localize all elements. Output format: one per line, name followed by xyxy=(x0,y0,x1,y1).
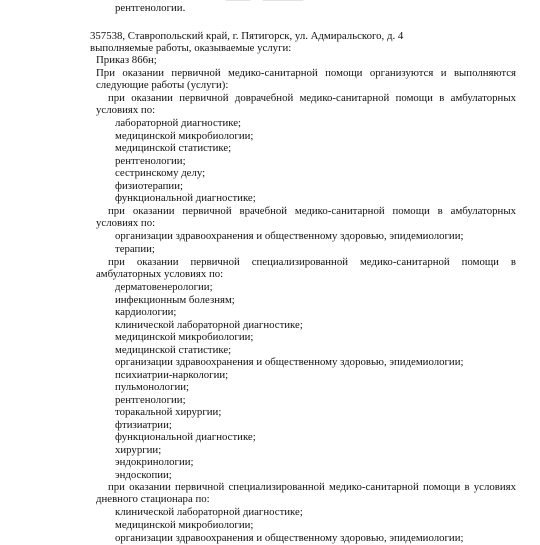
list-item: медицинской микробиологии; xyxy=(115,331,254,343)
list-item: инфекционным болезням; xyxy=(115,293,235,306)
list-item: медицинской статистике; xyxy=(115,142,232,154)
list-item: хирургии; xyxy=(115,443,162,456)
list-item: медицинской статистике; xyxy=(115,343,232,356)
list-item: фтизиатрии; xyxy=(115,418,172,431)
list-item: клинической лабораторной диагностике; xyxy=(115,506,303,518)
list-item: рентгенологии; xyxy=(115,393,186,406)
list-item: физиотерапии; xyxy=(115,179,183,192)
list-item: клинической лабораторной диагностике; xyxy=(115,318,303,331)
section-1-heading-line-2: условиях по: xyxy=(96,104,156,116)
cut-off-text-fragment xyxy=(262,0,304,1)
list-item: организации здравоохранения и общественному здоровью, эпидемиологии; xyxy=(115,230,464,242)
list-item: организации здравоохранения и общественному здоровью, эпидемиологии; xyxy=(115,532,464,544)
pmsp-intro-line-2: следующие работы (услуги): xyxy=(96,79,229,91)
list-item: пульмонологии; xyxy=(115,381,190,393)
list-item: дерматовенерологии; xyxy=(115,281,213,293)
top-item: рентгенологии. xyxy=(115,2,186,14)
list-item: рентгенологии; xyxy=(115,154,186,167)
list-item: торакальной хирургии; xyxy=(115,406,222,418)
works-intro: выполняемые работы, оказываемые услуги: xyxy=(90,42,292,54)
section-2-heading-line-1: при оказании первичной врачебной медико-санитарной помощи в амбулаторных xyxy=(108,205,516,217)
list-item: функциональной диагностике; xyxy=(115,431,256,443)
list-item: кардиологии; xyxy=(115,306,177,318)
list-item: эндоскопии; xyxy=(115,468,172,481)
list-item: функциональной диагностике; xyxy=(115,192,256,204)
section-4-heading-line-2: дневного стационара по: xyxy=(96,493,210,505)
section-3-heading-line-1: при оказании первичной специализированной медико-санитарной помощи в xyxy=(108,256,516,268)
list-item: лабораторной диагностике; xyxy=(115,117,242,129)
list-item: медицинской микробиологии; xyxy=(115,129,254,142)
order-ref: Приказ 866н; xyxy=(96,54,157,66)
section-1-heading-line-1: при оказании первичной доврачебной медико-санитарной помощи в амбулаторных xyxy=(108,92,516,104)
section-4-heading-line-1: при оказании первичной специализированной медико-санитарной помощи в условиях xyxy=(108,481,516,493)
section-2-heading-line-2: условиях по: xyxy=(96,217,156,229)
list-item: организации здравоохранения и общественному здоровью, эпидемиологии; xyxy=(115,356,464,368)
pmsp-intro-line-1: При оказании первичной медико-санитарной помощи организуются и выполняются xyxy=(96,67,516,79)
address: 357538, Ставропольский край, г. Пятигорск, ул. Адмиральского, д. 4 xyxy=(90,30,404,42)
list-item: психиатрии-наркологии; xyxy=(115,368,229,381)
section-3-heading-line-2: амбулаторных условиях по: xyxy=(96,268,224,280)
list-item: терапии; xyxy=(115,242,155,255)
list-item: медицинской микробиологии; xyxy=(115,519,254,531)
cut-off-text-fragment xyxy=(225,0,251,1)
list-item: эндокринологии; xyxy=(115,456,194,468)
list-item: сестринскому делу; xyxy=(115,167,206,179)
